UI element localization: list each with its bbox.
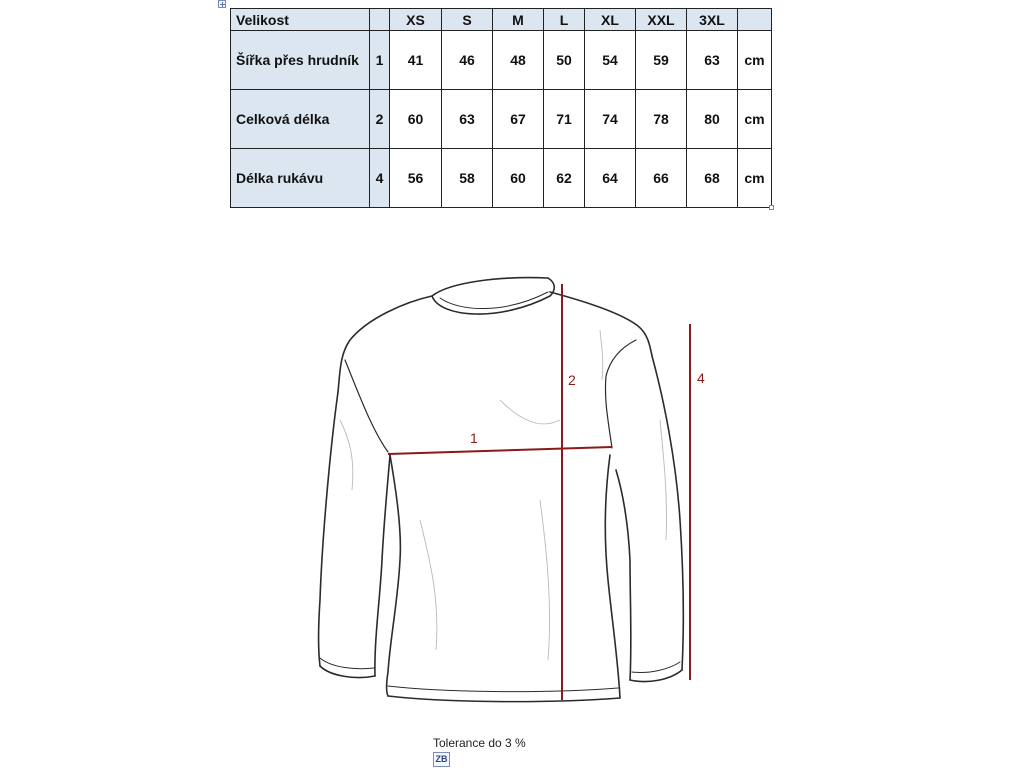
header-cell-m: M (493, 9, 544, 31)
marker-length: 2 (568, 372, 576, 388)
row-unit: cm (738, 90, 772, 149)
table-cell: 63 (442, 90, 493, 149)
row-marker: 2 (370, 90, 390, 149)
row-unit: cm (738, 149, 772, 208)
chest-measure-line (388, 447, 612, 454)
row-marker: 1 (370, 31, 390, 90)
row-label: Délka rukávu (231, 149, 370, 208)
table-cell: 64 (585, 149, 636, 208)
table-cell: 60 (493, 149, 544, 208)
table-cell: 63 (687, 31, 738, 90)
table-cell: 71 (544, 90, 585, 149)
embedded-object-icon[interactable]: ZB (433, 752, 450, 767)
table-cell: 60 (390, 90, 442, 149)
table-cell: 46 (442, 31, 493, 90)
header-cell-xl: XL (585, 9, 636, 31)
table-cell: 58 (442, 149, 493, 208)
table-cell: 50 (544, 31, 585, 90)
table-cell: 62 (544, 149, 585, 208)
marker-chest: 1 (470, 430, 478, 446)
table-cell: 59 (636, 31, 687, 90)
table-cell: 66 (636, 149, 687, 208)
header-cell-3xl: 3XL (687, 9, 738, 31)
tolerance-note: Tolerance do 3 % (433, 736, 526, 750)
row-marker: 4 (370, 149, 390, 208)
table-cell: 56 (390, 149, 442, 208)
row-unit: cm (738, 31, 772, 90)
row-label: Šířka přes hrudník (231, 31, 370, 90)
header-cell-xxl: XXL (636, 9, 687, 31)
header-cell-velikost: Velikost (231, 9, 370, 31)
header-cell-xs: XS (390, 9, 442, 31)
table-cell: 78 (636, 90, 687, 149)
table-cell: 41 (390, 31, 442, 90)
table-cell: 80 (687, 90, 738, 149)
measurement-lines (388, 284, 690, 700)
table-cell: 68 (687, 149, 738, 208)
shirt-folds (340, 330, 667, 660)
table-cell: 67 (493, 90, 544, 149)
row-label: Celková délka (231, 90, 370, 149)
table-cell: 48 (493, 31, 544, 90)
table-cell: 54 (585, 31, 636, 90)
header-cell-l: L (544, 9, 585, 31)
shirt-outline (319, 278, 684, 702)
header-cell-s: S (442, 9, 493, 31)
table-cell: 74 (585, 90, 636, 149)
marker-sleeve: 4 (697, 370, 705, 386)
